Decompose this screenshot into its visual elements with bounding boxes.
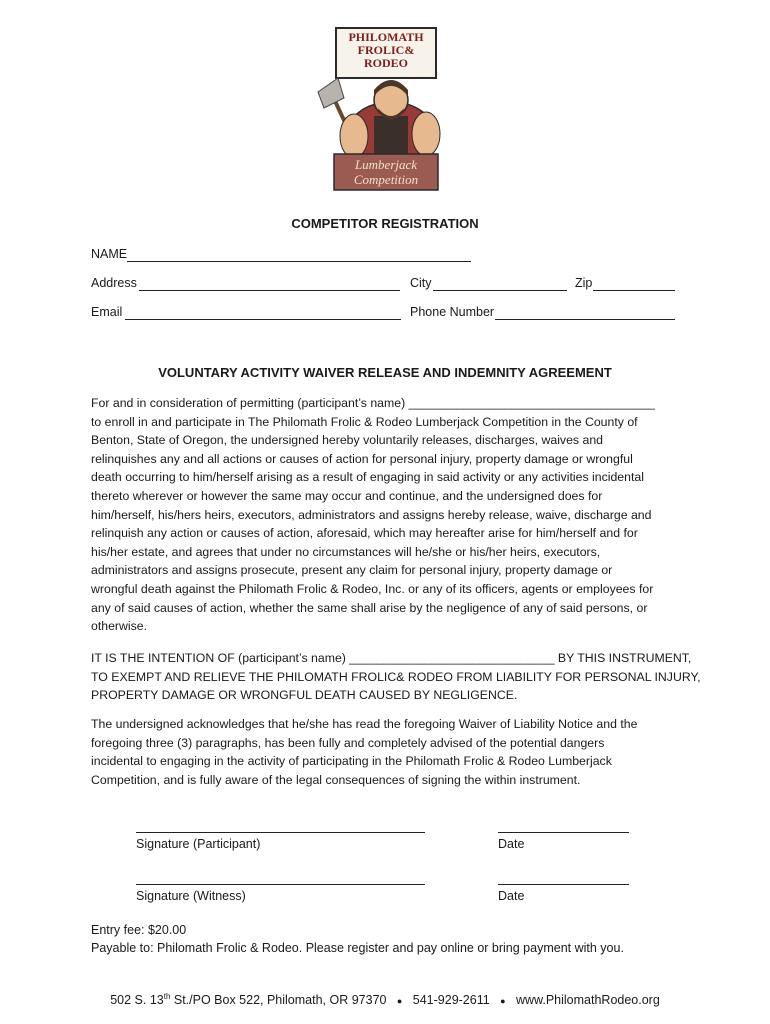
participant-date-label: Date (498, 837, 525, 851)
waiver-para1-line: any of said causes of action, whether the same shall arise by the negligence of any of said persons, or (91, 600, 648, 615)
waiver-para3-line: incidental to engaging in the activity of participating in the Philomath Frolic & Rodeo Lumberjack (91, 754, 612, 769)
footer-contact (0, 988, 770, 1011)
waiver-para1-line: administrators and assigns prosecute, present any claim for personal injury, property damage or (91, 563, 613, 578)
logo-subtitle-line1: Lumberjack (354, 157, 418, 172)
logo-title-line1: PHILOMATH (348, 30, 424, 44)
waiver-para3-line: The undersigned acknowledges that he/she has read the foregoing Waiver of Liability Notice and the (91, 717, 638, 731)
waiver-para1-line: otherwise. (91, 619, 148, 634)
logo-title-line3: RODEO (363, 56, 408, 70)
witness-signature-line[interactable] (136, 884, 425, 885)
waiver-paragraph-1 (91, 394, 691, 636)
participant-signature-line[interactable] (136, 832, 425, 833)
waiver-para3-line: Competition, and is fully aware of the legal consequences of signing the within instrument. (91, 772, 581, 787)
waiver-para1-line: For and in consideration of permitting (participant’s name) ____________________________________ (91, 396, 655, 410)
witness-date-label: Date (498, 889, 525, 903)
waiver-paragraph-3 (91, 715, 691, 789)
entry-fee: Entry fee: $20.00 (91, 923, 187, 937)
logo-title-line2: FROLIC& (357, 43, 415, 57)
footer-address-prefix: 502 S. 13 (110, 993, 164, 1008)
city-label: City (410, 276, 432, 290)
email-label: Email (91, 305, 123, 319)
address-field[interactable] (139, 290, 400, 291)
footer-address: St./PO Box 522, Philomath, OR 97370 (170, 993, 387, 1008)
event-logo (316, 26, 454, 192)
zip-field[interactable] (593, 290, 675, 291)
witness-date-line[interactable] (498, 884, 629, 885)
waiver-para1-line: relinquish any action or causes of action, aforesaid, which may hereafter arise for him/herself and for (91, 526, 638, 541)
waiver-para3-line: foregoing three (3) paragraphs, has been fully and completely advised of the potential dangers (91, 735, 605, 750)
payable-to: Payable to: Philomath Frolic & Rodeo. Please register and pay online or bring payment with you. (91, 941, 624, 955)
waiver-title: VOLUNTARY ACTIVITY WAIVER RELEASE AND INDEMNITY AGREEMENT (158, 365, 612, 380)
waiver-para1-line: death occurring to him/herself arising as a result of engaging in said activity or any activities incidental (91, 470, 644, 485)
bullet-icon: ● (500, 996, 506, 1007)
waiver-para1-line: his/her estate, and agrees that under no circumstances will he/she or his/her heirs, executors, (91, 544, 601, 559)
city-field[interactable] (433, 290, 567, 291)
bullet-icon: ● (396, 996, 403, 1007)
waiver-para1-line: relinquishes any and all actions or causes of action for personal injury, property damage or wrongful (91, 451, 633, 466)
zip-label: Zip (575, 276, 593, 290)
phone-field[interactable] (495, 319, 675, 320)
address-label: Address (91, 276, 137, 290)
participant-signature-label: Signature (Participant) (136, 837, 261, 851)
footer-website[interactable]: www.PhilomathRodeo.org (515, 993, 660, 1008)
waiver-para1-line: thereto wherever or however the same may occur and continue, and the undersigned does for (91, 488, 603, 503)
waiver-para1-line: wrongful death against the Philomath Frolic & Rodeo, Inc. or any of its officers, agents or employees for (91, 581, 654, 596)
waiver-para1-line: Benton, State of Oregon, the undersigned hereby voluntarily releases, discharges, waives and (91, 433, 603, 448)
registration-title: COMPETITOR REGISTRATION (291, 216, 479, 231)
footer-address-sup: th (163, 992, 171, 1001)
waiver-para1-line: to enroll in and participate in The Philomath Frolic & Rodeo Lumberjack Competition in the County of (91, 414, 638, 429)
witness-signature-label: Signature (Witness) (136, 889, 246, 903)
waiver-paragraph-2 (91, 649, 701, 705)
waiver-para2-line: IT IS THE INTENTION OF (participant’s name) ______________________________ BY THIS INSTRUMENT, (91, 651, 692, 665)
participant-date-line[interactable] (498, 832, 629, 833)
waiver-para2-line: PROPERTY DAMAGE OR WRONGFUL DEATH CAUSED BY NEGLIGENCE. (91, 688, 518, 703)
name-field[interactable] (127, 261, 471, 262)
footer-phone: 541-929-2611 (412, 993, 490, 1008)
email-field[interactable] (125, 319, 401, 320)
phone-label: Phone Number (410, 305, 495, 319)
logo-subtitle-line2: Competition (353, 172, 419, 187)
waiver-para2-line: TO EXEMPT AND RELIEVE THE PHILOMATH FROLIC& RODEO FROM LIABILITY FOR PERSONAL INJURY, (91, 669, 701, 684)
waiver-para1-line: him/herself, his/hers heirs, executors, administrators and assigns hereby release, waive, discharge and (91, 507, 652, 522)
name-label: NAME (91, 247, 128, 261)
